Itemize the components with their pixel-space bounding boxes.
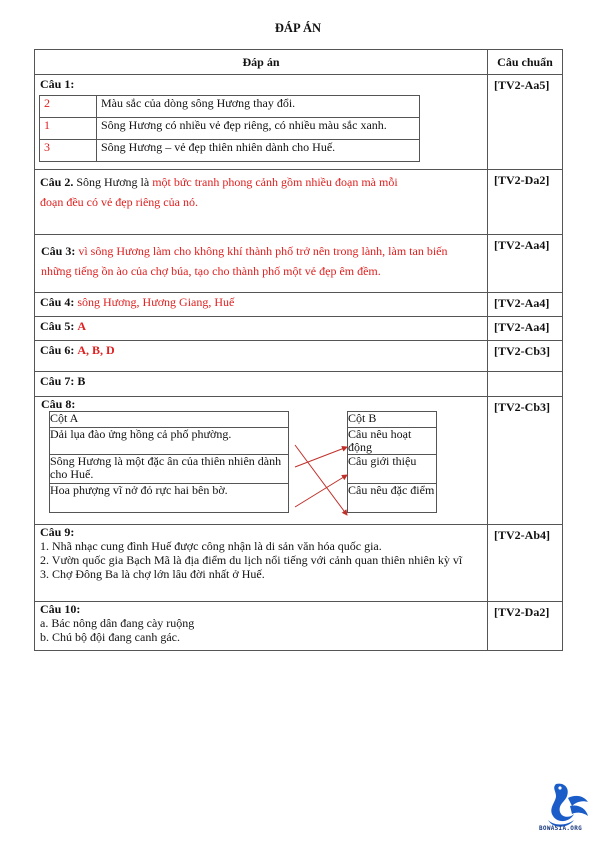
q1-label: Câu 1: <box>40 77 75 91</box>
q9-cell <box>35 525 488 602</box>
order-text: Sông Hương có nhiều vẻ đẹp riêng, có nhiều màu sắc xanh. <box>97 118 420 140</box>
q7-code <box>488 372 563 397</box>
table-row <box>40 118 420 140</box>
header-answer: Đáp án <box>35 50 488 75</box>
order-number: 2 <box>40 96 97 118</box>
column-a-item: Dải lụa đào ửng hồng cả phố phường. <box>50 428 289 455</box>
order-text: Sông Hương – vẻ đẹp thiên nhiên dành cho Huế. <box>97 140 420 162</box>
q10-label: Câu 10: <box>40 602 81 616</box>
q9-line-2: 2. Vườn quốc gia Bạch Mã là địa điểm du lịch nổi tiếng với cảnh quan thiên nhiên kỳ vĩ <box>40 553 463 567</box>
table-row <box>35 293 563 317</box>
q10-code: [TV2-Da2] <box>488 602 563 651</box>
q8-label: Câu 8: <box>41 397 76 411</box>
table-header-row <box>35 50 563 75</box>
q10-line-a: a. Bác nông dân đang cày ruộng <box>40 616 195 630</box>
column-a-item: Hoa phượng vĩ nở đỏ rực hai bên bờ. <box>50 484 289 513</box>
q10-line-b: b. Chú bộ đội đang canh gác. <box>40 630 180 644</box>
answer-table <box>34 49 563 651</box>
q2-answer-1: một bức tranh phong cảnh gồm nhiều đoạn mà mỗi <box>152 175 398 189</box>
q2-label: Câu 2. <box>40 175 74 189</box>
header-standard: Câu chuẩn <box>488 50 563 75</box>
q5-answer: A <box>77 319 87 333</box>
table-row <box>35 170 563 235</box>
column-b-table <box>347 411 437 513</box>
order-text: Màu sắc của dòng sông Hương thay đổi. <box>97 96 420 118</box>
q3-cell <box>35 235 488 293</box>
q2-lead: Sông Hương là <box>76 175 150 189</box>
q4-cell <box>35 293 488 317</box>
table-row <box>35 525 563 602</box>
q5-cell <box>35 317 488 341</box>
q7-label: Câu 7: B <box>40 374 86 388</box>
q3-answer-2: những tiếng ồn ào của chợ búa, tạo cho thành phố một vẻ đẹp êm đềm. <box>41 264 381 278</box>
table-row <box>348 455 437 484</box>
matching-lines <box>293 417 349 527</box>
table-row <box>348 412 437 428</box>
column-b-item: Câu nêu hoạt động <box>348 428 437 455</box>
q9-code: [TV2-Ab4] <box>488 525 563 602</box>
q1-code: [TV2-Aa5] <box>488 75 563 170</box>
q3-code: [TV2-Aa4] <box>488 235 563 293</box>
column-b-item: Câu nêu đặc điểm <box>348 484 437 513</box>
table-row <box>35 341 563 372</box>
q6-answer: A, B, D <box>77 343 115 357</box>
q9-line-1: 1. Nhã nhạc cung đình Huế được công nhận là di sản văn hóa quốc gia. <box>40 539 382 553</box>
table-row <box>50 455 289 484</box>
q9-line-3: 3. Chợ Đông Ba là chợ lớn lâu đời nhất ở Huế. <box>40 567 265 581</box>
table-row <box>35 372 563 397</box>
q8-cell <box>35 397 488 525</box>
page-title: ĐÁP ÁN <box>274 21 322 35</box>
table-row <box>35 75 563 170</box>
table-row <box>50 412 289 428</box>
q3-label: Câu 3: <box>41 244 76 258</box>
match-line <box>295 447 347 467</box>
table-row <box>348 484 437 513</box>
column-a-table <box>49 411 289 513</box>
table-row <box>35 602 563 651</box>
q6-code: [TV2-Cb3] <box>488 341 563 372</box>
table-row <box>40 96 420 118</box>
q1-cell <box>35 75 488 170</box>
column-a-item: Sông Hương là một đặc ân của thiên nhiên dành cho Huế. <box>50 455 289 484</box>
column-b-header: Cột B <box>348 412 437 428</box>
table-row <box>35 317 563 341</box>
table-row <box>348 428 437 455</box>
column-b-item: Câu giới thiệu <box>348 455 437 484</box>
q6-cell <box>35 341 488 372</box>
q2-answer-2: đoạn đều có vẻ đẹp riêng của nó. <box>40 195 198 209</box>
q6-label: Câu 6: <box>40 343 75 357</box>
order-number: 3 <box>40 140 97 162</box>
table-row <box>40 140 420 162</box>
q5-code: [TV2-Aa4] <box>488 317 563 341</box>
q2-cell <box>35 170 488 235</box>
order-number: 1 <box>40 118 97 140</box>
q4-code: [TV2-Aa4] <box>488 293 563 317</box>
q7-cell <box>35 372 488 397</box>
table-row <box>35 397 563 525</box>
q2-code: [TV2-Da2] <box>488 170 563 235</box>
q4-label: Câu 4: <box>40 295 75 309</box>
column-a-header: Cột A <box>50 412 289 428</box>
q5-label: Câu 5: <box>40 319 75 333</box>
q4-answer: sông Hương, Hương Giang, Huế <box>77 295 235 309</box>
q8-code: [TV2-Cb3] <box>488 397 563 525</box>
table-row <box>50 484 289 513</box>
q1-order-table <box>39 95 420 162</box>
q10-cell <box>35 602 488 651</box>
q3-answer-1: vì sông Hương làm cho không khí thành phố trở nên trong lành, làm tan biến <box>78 244 448 258</box>
q9-label: Câu 9: <box>40 525 75 539</box>
table-row <box>50 428 289 455</box>
logo-text: BOWASIA.ORG <box>539 825 583 832</box>
table-row <box>35 235 563 293</box>
